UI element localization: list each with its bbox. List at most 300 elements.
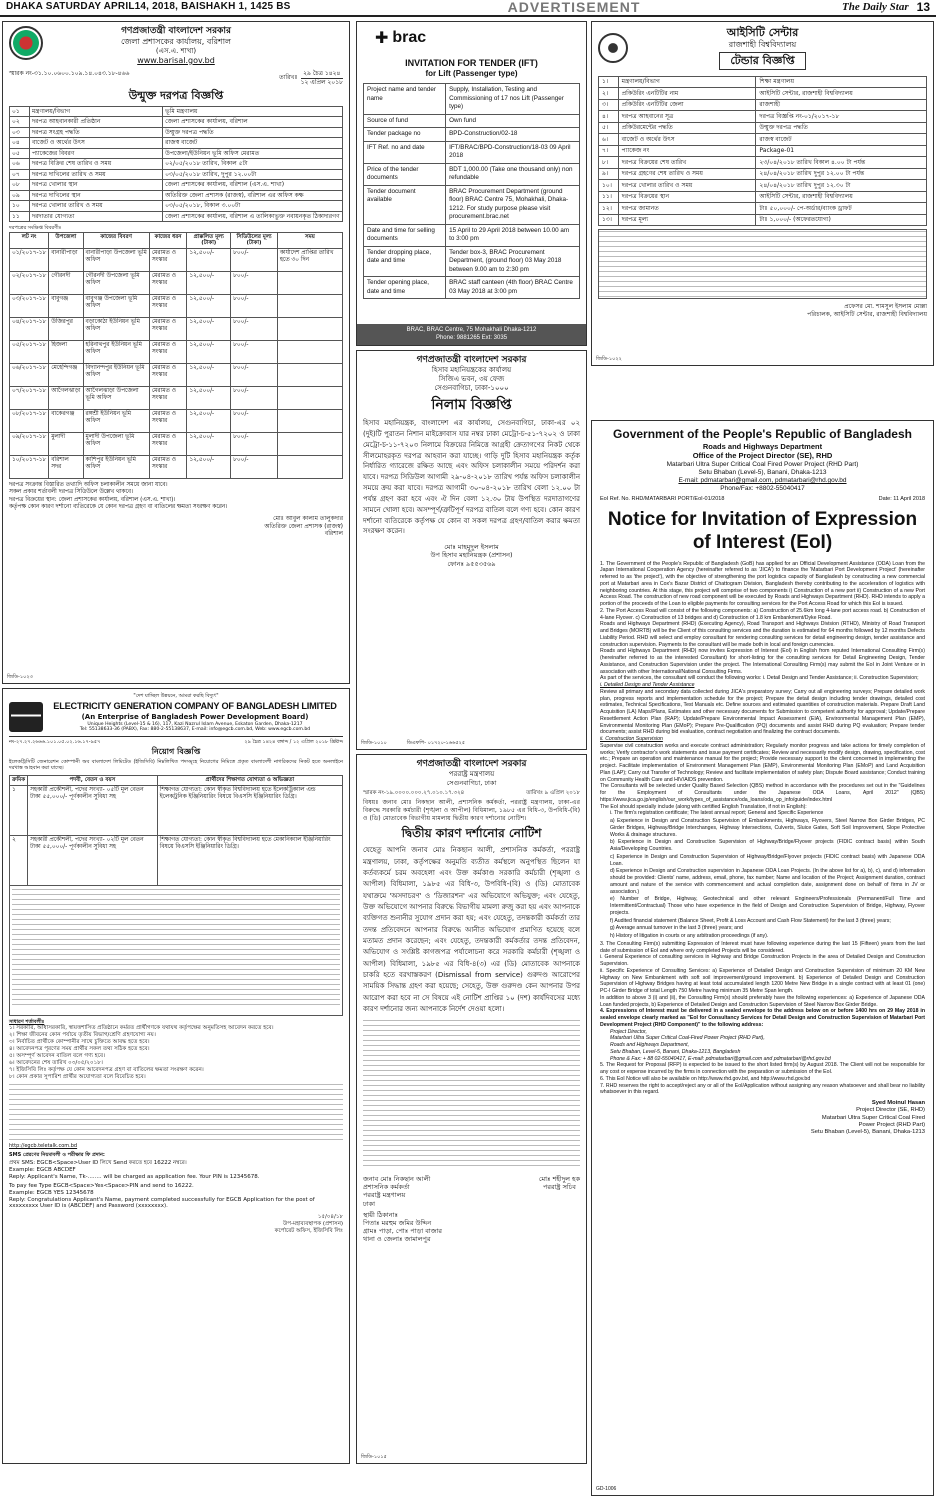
table-cell: ২ xyxy=(10,835,28,885)
barisal-info-table xyxy=(9,106,343,223)
table-cell: ৮০০/- xyxy=(231,456,278,479)
auction-code: জিডি-১০১০ xyxy=(361,739,387,746)
table-cell: ১০। xyxy=(599,180,619,192)
table-row xyxy=(599,88,927,100)
table-cell: ৮০০/- xyxy=(231,272,278,295)
barisal-signatory-place: বরিশাল xyxy=(324,530,343,538)
barisal-signatory: মোঃ আবুল কালাম তালুকদার xyxy=(273,515,343,523)
ict-title: আইসিটি সেন্টার xyxy=(726,26,799,39)
table-cell: ০৩/০৫/২০১৮, বিকাল ৩.০০টা xyxy=(163,201,343,212)
table-cell: ০৩ xyxy=(10,127,30,138)
table-cell: মুলাদী উপজেলা ভূমি অফিস xyxy=(83,433,149,456)
table-cell: বিদ্যানন্দপুর ইউনিয়ন ভূমি অফিস xyxy=(83,364,149,387)
column-header: ক্রমিক xyxy=(10,775,28,785)
list-item: ৩। নির্বাচিত প্রার্থীকে কোম্পানীর সাথে চুক্তিতে আবদ্ধ হতে হবে। xyxy=(9,1038,150,1045)
notice-place: সেগুনবাগিচা, ঢাকা xyxy=(446,779,497,787)
table-cell: ১২,৫০০/- xyxy=(187,272,231,295)
table-cell: দরদাতার যোগ্যতা xyxy=(29,211,162,222)
table-cell: ০৯ xyxy=(10,190,30,201)
rhd-dept: Roads and Highways Department xyxy=(702,442,823,451)
egcb-contact: Tel: 55138633-36 (PABX), Fax: 880-2-55138637, E-mail: info@egcb.com.bd, Web: www.egcb.com.bd xyxy=(79,727,311,733)
egcb-website-link[interactable]: http://egcb.teletalk.com.bd xyxy=(9,1142,78,1149)
university-seal-icon xyxy=(598,33,628,63)
table-cell: ১০ xyxy=(10,201,30,212)
table-cell: প্যাকেজের বিবরণ xyxy=(29,148,162,159)
rhd-para-7: The EoI should specially include (along with certified English Translation, if not in English): xyxy=(600,803,807,810)
table-cell: ০৯/২০১৭-১৮ xyxy=(10,433,49,456)
table-cell: ভূমি মন্ত্রণালয় xyxy=(163,106,343,117)
notice-memo: স্মারক নং-১৯.০০০০.০০০.২৭.০১০.১৭.৩২৪ xyxy=(363,790,465,797)
notice-body: যেহেতু আপনি জনাব মোঃ নিকছান আলী, প্রশাসনিক কর্মকর্তা, পররাষ্ট্র মন্ত্রণালয়, ঢাকা, কর্তৃপক্ষের অনুমতি ব্যতীত কর্মস্থলে অনুপস্থিত ছিলেন যা কর্তব্যকর্মে চরম অবহেলা এবং উক্ত কর্মকাণ্ড সরকারি কর্মচারী (শৃঙ্খলা ও আপীল) বিধিমালা, ১৯৮৫ এর বিধি-৩, উপবিধি-(বি) ও (ডি) মোতাবেক যথাক্রমে 'অসদাচরণ' ও 'ডিজারশন' এর অভিযোগে অভিযুক্ত; এবং যেহেতু, উক্ত অভিযোগে আপনার বিরুদ্ধে বিভাগীয় মামলা রুজু করা হয় এবং আপনাকে ব্যক্তিগত শুনানীর সুযোগ প্রদান করা হয়; এবং যেহেতু, তদন্তকারী কর্মকর্তা তার তদন্ত প্রতিবেদনে আপনার বিরুদ্ধে আনীত অভিযোগ প্রমাণিত হয়েছে বলে মতামত প্রদান করেছেন; এবং যেহেতু, তদন্তকারী কর্মকর্তার তদন্ত প্রতিবেদন, অভিযোগ ও সংশ্লিষ্ট কাগজপত্র পর্যালোচনা করে সরকারি কর্মচারী (শৃঙ্খলা ও আপীল) বিধিমালা, ১৯৮৫ এর বিধি-৪(৩) এর (ডি) মোতাবেক আপনাকে চাকরি হতে বরখাস্তকরণ (Dismissal from service) গুরুদণ্ড আরোপের সাময়িক সিদ্ধান্ত গ্রহণ করা হয়েছে; সেহেতু, উক্ত গুরুদণ্ড কেন আপনার উপর আরোপ করা হবে না সে বিষয়ে এই নোটিশ প্রাপ্তির ১০ (দশ) কার্যদিবসের মধ্যে কারণ দর্শানোর জন্য আপনাকে নির্দেশ দেওয়া হলো। xyxy=(363,846,580,1013)
table-cell: ৮০০/- xyxy=(231,341,278,364)
rhd-para-11: In addition to above 3 (i) and (ii), the Consulting Firm(s) should preferably have the following experiences: a) Experience of Japanese ODA Loan funded projects, b) Experience of Detailed Design and Construction Supervision of Steel Narrow Box Girder Bridge. xyxy=(600,994,925,1008)
table-cell: ০১/২০১৭-১৮ xyxy=(10,249,49,272)
notice-code: জিডি-১০১৫ xyxy=(361,1453,387,1460)
brac-title: INVITATION FOR TENDER (IFT) xyxy=(405,58,538,68)
table-cell xyxy=(277,341,342,364)
column-header: সিডিউলের মূল্য (টাকা) xyxy=(231,232,278,249)
table-cell: মুলাদী xyxy=(49,433,83,456)
table-cell: দরপত্র আহবানকারী প্রতিষ্ঠান xyxy=(29,117,162,128)
table-cell: ১২,৫০০/- xyxy=(187,318,231,341)
notice-date: তারিখঃ ৯ এপ্রিল ২০১৮ xyxy=(526,790,580,797)
table-header-row xyxy=(10,775,343,785)
auction-signatory: মোঃ মাহমুদুল ইসলাম xyxy=(444,543,499,552)
table-cell: দরপত্র দাখিলের স্থান xyxy=(29,190,162,201)
rhd-submission-address xyxy=(600,1029,925,1063)
table-row xyxy=(599,191,927,203)
table-cell: প্যাকেজ নং xyxy=(618,145,756,157)
barisal-code: জিডি-১০২৩ xyxy=(7,673,33,680)
egcb-enterprise: (An Enterprise of Bangladesh Power Development Board) xyxy=(81,712,309,721)
table-row xyxy=(599,145,927,157)
rhd-para-2: 2. The Port Access Road will consist of the following components: a) Construction of 25.6km long 4-lane port access road. b) Construction of 4-lane Flyover. c) Construction of 13 bridges and d) Construction of 1.8 km Embankment/Dyke Road. xyxy=(600,607,925,621)
table-cell: ০৭/২০১৭-১৮ xyxy=(10,387,49,410)
table-cell: প্রকিউরমেন্টের পদ্ধতি xyxy=(618,122,756,134)
table-row xyxy=(364,84,580,115)
table-cell: ৮০০/- xyxy=(231,318,278,341)
table-cell: প্রকিউরিং এনটিটির জেলা xyxy=(618,99,756,111)
table-cell: উজিরপুর xyxy=(49,318,83,341)
ict-heading: টেন্ডার বিজ্ঞপ্তি xyxy=(719,52,805,70)
barisal-lot-table xyxy=(9,232,343,480)
table-row xyxy=(599,157,927,169)
table-cell: IFT Ref. no and date xyxy=(364,141,446,163)
table-row xyxy=(599,168,927,180)
rhd-section-2: ii. Construction Supervision xyxy=(600,736,663,743)
table-row xyxy=(10,364,343,387)
table-row xyxy=(364,277,580,299)
list-item: d) Experience in Design and Construction supervision in Japanese ODA Loan Projects. (In the above list for a), b), c), and d) information should be provided: Clients' name, address, email, phone, fax number; Name and location of the Project; Assignment duration, contract amount and nature of the service with commencement and actual completion date, assignment done on behalf of firms in JV or association.) xyxy=(610,868,925,895)
barisal-gov-title: গণপ্রজাতন্ত্রী বাংলাদেশ সরকার xyxy=(121,26,231,36)
notice-to-name: জনাব মোঃ নিকছান আলী xyxy=(363,1175,431,1184)
list-item: c) Experience in Design and Construction Supervision of Highway/Bridge/Flyover projects (FIDIC contract basis) with Japanese ODA Loan. xyxy=(610,853,925,867)
column-header: কাজের বিবরণ xyxy=(83,232,149,249)
show-cause-notice-ad xyxy=(356,754,587,1464)
table-cell: ০৭ xyxy=(10,169,30,180)
notice-signatory: মোঃ শহীদুল হক xyxy=(538,1175,580,1184)
table-cell: সহকারী প্রকৌশলী, পদের সংখ্যা- ০৫টি মূল বেতন টাকা ৫৫,০০০/- পূর্ণকালীন সুবিধা সহ xyxy=(28,785,158,835)
table-cell: রঙ্গশ্রী ইউনিয়ন ভূমি অফিস xyxy=(83,410,149,433)
table-row xyxy=(10,295,343,318)
table-row xyxy=(599,111,927,123)
table-cell: টাঃ ৫০,০০০/- পে-অর্ডার/ব্যাংক ড্রাফট xyxy=(756,203,927,215)
table-cell: মেরামত ও সংস্কার xyxy=(149,410,187,433)
table-cell: বরিশাল সদর xyxy=(49,456,83,479)
table-cell: BDT 1,000.00 (Take one thousand only) non refundable xyxy=(446,163,580,185)
table-header-row xyxy=(10,232,343,249)
table-cell: দরপত্র দাখিলের তারিখ ও সময় xyxy=(29,169,162,180)
table-cell: টাঃ ১,০০০/- (অফেরতযোগ্য) xyxy=(756,214,927,226)
list-item: ২। শিক্ষা জীবনের কোন পর্যায়ে তৃতীয় বিভাগ/শ্রেণি গ্রহণযোগ্য নয়। xyxy=(9,1031,156,1038)
rhd-section-1-body: Review all primary and secondary data collected during JICA's preparatory survey; Carry out all engineering surveys; Prepare detailed work plan, progress reports and implementation schedule for the project; Prepare the detail design including tender drawings, detailed cost estimates, Technical Specifications, Test Manuals etc. Define sources and estimated quantities of construction materials. Prepare Draft Land Acquisition (LA) Maps/Plans, Estimates and other necessary documents for Submission to competent authority for approval; Update/Prepare Resettlement Action Plan (RAP); Update/Prepare Environmental Impact Assessment (EIA), Environmental Management Plan (EMP), Environmental Monitoring Plan (EMoP); Prepare Pre-Qualification (PQ) documents and assist RHD during PQ evaluation; Prepare tender documents; assist RHD during bid evaluation, contract negotiation and finalizing the contract documents. xyxy=(600,688,925,736)
table-cell xyxy=(277,387,342,410)
table-row xyxy=(10,341,343,364)
table-cell: প্রকিউরিং এনটিটির নাম xyxy=(618,88,756,100)
auction-heading: নিলাম বিজ্ঞপ্তি xyxy=(431,396,512,413)
table-row xyxy=(599,99,927,111)
ict-university: রাজশাহী বিশ্ববিদ্যালয় xyxy=(728,39,797,49)
egcb-general-list xyxy=(9,1025,343,1081)
table-row xyxy=(10,159,343,170)
table-cell: Tender box-3, BRAC Procurement Department, (ground floor) 03 May 2018 between 9.00 am to 2:30 pm xyxy=(446,246,580,277)
list-item: h) History of litigation in courts or any arbitration proceedings (if any). xyxy=(610,933,769,940)
table-cell: বাবুগঞ্জ উপজেলা ভূমি অফিস xyxy=(83,295,149,318)
table-cell: মেরামত ও সংস্কার xyxy=(149,387,187,410)
rhd-para-8: 3. The Consulting Firm(s) submitting Expression of Interest must have following experience during the last 15 (Fifteen) years from the last date of submission of EoI and where only completed Projects will be considered. xyxy=(600,940,925,954)
list-item: Project Director, xyxy=(610,1028,647,1035)
table-cell: ০৫/২০১৭-১৮ xyxy=(10,341,49,364)
auction-phone: ফোনঃ ৯৫৫৩৫৬৯ xyxy=(447,559,496,568)
table-cell: মেরামত ও সংস্কার xyxy=(149,318,187,341)
table-row xyxy=(599,76,927,88)
rhd-requirements-list xyxy=(600,810,925,940)
rhd-body xyxy=(600,561,925,1097)
egcb-sign-office: কর্পোরেট অফিস, ইজিসিবি লিঃ xyxy=(274,1228,343,1235)
table-cell: বড়াকোঠা ইউনিয়ন ভূমি অফিস xyxy=(83,318,149,341)
notice-ministry: পররাষ্ট্র মন্ত্রণালয় xyxy=(448,770,495,779)
rhd-address: Setu Bhaban (Level-5), Banani, Dhaka-1213 xyxy=(698,468,827,476)
brac-logo-text: brac xyxy=(392,29,427,46)
table-cell: ১১ xyxy=(10,211,30,222)
table-cell: মেরামত ও সংস্কার xyxy=(149,433,187,456)
table-cell: ০১ xyxy=(10,106,30,117)
table-cell: দরপত্র বিক্রয়ের শেষ তারিখ xyxy=(618,157,756,169)
barisal-notes xyxy=(9,482,343,511)
table-cell: Tender package no xyxy=(364,128,446,142)
table-row xyxy=(10,272,343,295)
table-cell: বাজেট ও অর্থের উৎস xyxy=(29,138,162,149)
table-row xyxy=(599,203,927,215)
table-cell: ৩। xyxy=(599,99,619,111)
rhd-para-12: 4. Expressions of Interest must be delivered in a sealed envelope to the address below on or before 1400 hrs on 29 May 2018 in sealed envelope clearly marked as "EoI for Consultancy Services for Detail Design and Construction Supervision of Matarbari Port Development Project (RHD Component)" to the following address: xyxy=(600,1008,925,1028)
brac-footer-address: BRAC, BRAC Centre, 75 Mohakhali Dhaka-1212 xyxy=(406,327,537,333)
notice-subject: বিষয়ঃ জনাব মোঃ নিকছান আলী, প্রশাসনিক কর্মকর্তা, পররাষ্ট্র মন্ত্রণালয়, ঢাকা-এর বিরুদ্ধে সরকারি কর্মচারী (শৃঙ্খলা ও আপীল) বিধিমালা, ১৯৮৫ এর বিধি-৩, উপবিধি-(বি) ও (ডি) মোতাবেক বিভাগীয় মামলায় দ্বিতীয় কারণ দর্শানোর নোটিশ। xyxy=(363,799,580,822)
table-cell: রাজস্ব বাজেট xyxy=(756,134,927,146)
table-cell: ১২,৫০০/- xyxy=(187,456,231,479)
table-cell xyxy=(277,318,342,341)
barisal-office: জেলা প্রশাসকের কার্যালয়, বরিশাল xyxy=(120,37,232,47)
list-item: সকল প্রকার শর্তাবলী দরপত্র সিডিউলে উল্লেখ থাকবে। xyxy=(9,489,134,496)
column-header: সময় xyxy=(277,232,342,249)
table-row xyxy=(364,185,580,224)
table-row xyxy=(599,180,927,192)
barisal-date-label: তারিখঃ xyxy=(279,74,298,82)
list-item: Phone & Fax: + 88 02-55040417, E-mail: pdmatarbari@gmail.com and pdmatarbari@rhd.gov.bd xyxy=(610,1055,831,1062)
list-item: Matarbari Ultra Super Critical Coal-Fired Power Project (RHD Part), xyxy=(610,1035,765,1042)
table-cell: বাজেট ও অর্থের উৎস xyxy=(618,134,756,146)
list-item: দরপত্র বিক্রয়ের স্থান: জেলা প্রশাসকের কার্যালয়, বরিশাল (এস.এ. শাখা)। xyxy=(9,496,176,503)
brac-footer-phone: Phone: 9881265 Ext: 3035 xyxy=(435,334,508,341)
notice-to-city: ঢাকা xyxy=(363,1199,375,1208)
table-cell: মন্ত্রণালয়/বিভাগ xyxy=(618,76,756,88)
barisal-date-english: ১২ এপ্রিল ২০১৮ xyxy=(300,78,343,86)
table-cell: বানারীপাড়া উপজেলা ভূমি অফিস xyxy=(83,249,149,272)
table-cell: গৌরনদী xyxy=(49,272,83,295)
table-cell: বাবুগঞ্জ xyxy=(49,295,83,318)
column-header: উপজেলা xyxy=(49,232,83,249)
rhd-sign-4: Setu Bhaban (Level-5), Banani, Dhaka-1213 xyxy=(810,1129,925,1136)
table-cell: ১। xyxy=(599,76,619,88)
list-item: ৪। আবেদনপত্র পূরণের সময় প্রার্থীর সকল তথ্য সঠিক হতে হবে। xyxy=(9,1045,150,1052)
barisal-subheading: দরপত্রের সংক্ষিপ্ত বিবরণীঃ xyxy=(9,225,62,232)
egcb-logo-icon xyxy=(9,702,43,732)
list-item: ১। সরকারি, আধাসরকারি, স্বায়ত্তশাসিত প্রতিষ্ঠানে কর্মরত প্রার্থীগণকে যথাযথ কর্তৃপক্ষের অনুমতিসহ আবেদন করতে হবে। xyxy=(9,1024,274,1031)
table-cell: ৮০০/- xyxy=(231,295,278,318)
ict-code: জিডি-১০২২ xyxy=(596,355,622,362)
rhd-phone: Phone/Fax: +8802-55040417 xyxy=(720,485,805,493)
table-cell: দরপত্র খোলার তারিখ ও সময় xyxy=(29,201,162,212)
table-cell: ২৪/০৪/২০১৮ তারিখ দুপুর ১২.৩০ টা xyxy=(756,180,927,192)
table-cell: দরপত্র বিক্রির শেষ তারিখ ও সময় xyxy=(29,159,162,170)
list-item: ৫। অসম্পূর্ণ আবেদন বাতিল বলে গণ্য হবে। xyxy=(9,1052,106,1059)
table-cell: ৮০০/- xyxy=(231,433,278,456)
table-cell: কাশিপুর ইউনিয়ন ভূমি অফিস xyxy=(83,456,149,479)
table-row xyxy=(364,224,580,246)
table-row xyxy=(10,201,343,212)
rhd-office: Office of the Project Director (SE), RHD xyxy=(692,451,833,461)
table-cell: দরপত্র বিজ্ঞপ্তি নং-০১/২০১৭-১৮ xyxy=(756,111,927,123)
table-cell: ১২,৫০০/- xyxy=(187,364,231,387)
table-cell: দরপত্র বিক্রয়ের স্থান xyxy=(618,191,756,203)
table-cell: ৮০০/- xyxy=(231,387,278,410)
table-row xyxy=(10,138,343,149)
rhd-sign-3: Power Project (RHD Part) xyxy=(858,1121,925,1128)
barisal-website-link[interactable]: www.barisal.gov.bd xyxy=(137,56,215,65)
list-item: Setu Bhaban, Level-5, Banani, Dhaka-1213, Bangladesh xyxy=(610,1048,741,1055)
rhd-para-4: Roads and Highways Department (RHD) now invites Expression of Interest (EoI) in English from reputed International Consulting Firm(s) (hereinafter referred to as the interested Consultant) for short-listing for the consulting services for Detail Engineering Design, Tender Assistance, and Construction Supervision under the project. The International Consulting Firm(s) may submit the EoI in Joint Venture or in association with other International/National Consulting Firms. xyxy=(600,648,925,675)
auction-address: সেগুনবাগিচা, ঢাকা-১০০০ xyxy=(434,383,509,392)
table-row xyxy=(10,410,343,433)
egcb-sms-reply2: Reply: Congratulations Applicant's Name, payment completed successfully for EGCB Application for the post of xxxxxxxxx User ID is (ABCDEF) and Password (xxxxxxxx). xyxy=(9,1196,315,1210)
table-cell: Package-01 xyxy=(756,145,927,157)
table-cell: ৯। xyxy=(599,168,619,180)
table-cell: শিক্ষাগত যোগ্যতা: কোন স্বীকৃত বিশ্ববিদ্যালয় হতে ইলেকট্রিক্যাল এন্ড ইলেকট্রনিক ইঞ্জিনিয়ারিং বিষয়ে বিএসসি ইঞ্জিনিয়ারিং ডিগ্রি। xyxy=(157,785,342,835)
auction-dfp: ডিএফপি- ০১৭২০-১৬৬৫২৫ xyxy=(406,739,466,746)
table-row xyxy=(599,122,927,134)
table-cell: আইসিটি সেন্টার, রাজশাহী বিশ্ববিদ্যালয় xyxy=(756,88,927,100)
ict-signatory: প্রফেসর মো. শামসুল ইসলাম মোল্লা xyxy=(844,303,927,310)
table-cell: রাজশাহী xyxy=(756,99,927,111)
egcb-tagline: "দেশ যাচ্ছিল উন্নয়নে, আমরা করছি বিদ্যুৎ" xyxy=(133,693,219,699)
egcb-sms-example2: Example: EGCB YES 12345678 xyxy=(9,1189,94,1196)
table-cell: BPD-Construction/02-18 xyxy=(446,128,580,142)
egcb-recruitment-ad xyxy=(2,688,350,1464)
table-cell: ৭। xyxy=(599,145,619,157)
egcb-table-extra xyxy=(9,886,343,1016)
barisal-memo: স্মারক নং-৩১.১০.০৬০০.১০৯.১৪.০৪৩.১৮-৪৬৬ xyxy=(9,70,130,77)
table-cell: মেরামত ও সংস্কার xyxy=(149,456,187,479)
table-cell: হিজলা xyxy=(49,341,83,364)
rhd-email[interactable]: E-mail: pdmatarbari@gmail.com, pdmatarbari@rhd.gov.bd xyxy=(678,477,847,484)
rhd-heading: Notice for Invitation of Expression of Interest (EoI) xyxy=(607,509,918,553)
list-item: ৬। আবেদনের শেষ তারিখ ০৩/০৫/২০১৮। xyxy=(9,1059,103,1066)
table-cell: আগৈলঝাড়া উপজেলা ভূমি অফিস xyxy=(83,387,149,410)
table-cell: ৮০০/- xyxy=(231,249,278,272)
list-item: f) Audited financial statement (Balance Sheet, Profit & Loss Account and Cash Flow Statement) for the last 3 (three) years; xyxy=(610,917,891,924)
brac-logo-icon: ✚ xyxy=(375,28,389,47)
table-cell: জেলা প্রশাসকের কার্যালয়, বরিশাল xyxy=(163,117,343,128)
table-cell: দরপত্র খোলার তারিখ ও সময় xyxy=(618,180,756,192)
table-cell: সহকারী প্রকৌশলী, পদের সংখ্যা- ০২টি মূল বেতন টাকা ৫৫,০০০/- পূর্ণকালীন সুবিধা সহ xyxy=(28,835,158,885)
table-cell: ০৪/২০১৭-১৮ xyxy=(10,318,49,341)
table-cell: ০২ xyxy=(10,117,30,128)
table-cell: ০৩/২০১৭-১৮ xyxy=(10,295,49,318)
table-row xyxy=(10,433,343,456)
table-cell: ০৪ xyxy=(10,138,30,149)
table-cell: ০২/০৫/২০১৮ তারিখ, বিকাল ৫টা xyxy=(163,159,343,170)
rhd-project: Matarbari Ultra Super Critical Coal Fired Power Project (RHD Part) xyxy=(666,460,859,468)
list-item: i. The firm's registration certificate; The latest annual report; General and Specific Experience xyxy=(610,810,824,817)
table-cell: অতিরিক্ত জেলা প্রশাসক (রাজস্ব), বরিশাল এর অফিস কক্ষ xyxy=(163,190,343,201)
table-cell: জেলা প্রশাসকের কার্যালয়, বরিশাল এ তালিকাভুক্ত নবায়নকৃত ঠিকাদারগণ xyxy=(163,211,343,222)
column-header: কাজের ধরন xyxy=(149,232,187,249)
table-row xyxy=(10,456,343,479)
table-cell: কার্যাদেশ প্রাপ্তির তারিখ হতে ৩০ দিন xyxy=(277,249,342,272)
table-row xyxy=(10,211,343,222)
page-number: 13 xyxy=(916,0,930,14)
brac-tender-table xyxy=(363,83,580,299)
table-cell: ০৫ xyxy=(10,148,30,159)
table-cell: রাজস্ব বাজেট xyxy=(163,138,343,149)
egcb-address: Unique Heights (Level-15 & 16), 117, Kazi Nazrul Islam Avenue, Eskaton Garden, Dhaka-1217 xyxy=(87,721,303,727)
table-cell: মেরামত ও সংস্কার xyxy=(149,364,187,387)
egcb-heading: নিয়োগ বিজ্ঞপ্তি xyxy=(151,747,201,757)
table-cell: গৌরনদী উপজেলা ভূমি অফিস xyxy=(83,272,149,295)
table-cell: দরপত্র জামানত xyxy=(618,203,756,215)
notice-to-title: প্রশাসনিক কর্মকর্তা xyxy=(363,1183,410,1192)
table-cell: বাকেরগঞ্জ xyxy=(49,410,83,433)
rhd-signatory: Syed Moinul Hasan xyxy=(871,1100,925,1107)
egcb-sms-step1: প্রথম SMS: EGCB<Space>User ID লিখে Send করতে হবে 16222 নম্বরে। xyxy=(9,1160,187,1167)
egcb-post-table xyxy=(9,775,343,886)
table-cell: ৫। xyxy=(599,122,619,134)
table-cell: ১২,৫০০/- xyxy=(187,410,231,433)
table-cell xyxy=(277,410,342,433)
column-header: লট নং xyxy=(10,232,49,249)
egcb-date: ২৯ চৈত্র ১৪২৪ বঙ্গাব্দ / ১২ এপ্রিল ২০১৮ খ্রিষ্টাব্দ xyxy=(244,738,343,745)
table-cell: ০৮ xyxy=(10,180,30,191)
table-cell xyxy=(277,433,342,456)
notice-to-ministry: পররাষ্ট্র মন্ত্রণালয় xyxy=(363,1191,406,1200)
brac-tender-ad xyxy=(356,21,587,346)
barisal-branch: (এস.এ. শাখা) xyxy=(155,47,197,56)
table-cell: 15 April to 29 April 2018 between 10.00 am to 3:00 pm xyxy=(446,224,580,246)
table-row xyxy=(10,835,343,885)
table-cell: ১ xyxy=(10,785,28,835)
newspaper-logo: The Daily Star xyxy=(842,0,909,13)
list-item: g) Average annual turnover in the last 3 (three) years; and xyxy=(610,925,743,932)
ict-tender-ad xyxy=(591,21,934,366)
list-item: কর্তৃপক্ষ কোন কারণ দর্শানো ব্যতিরেকে যে কোন দরপত্র গ্রহণ বা বাতিলের ক্ষমতা সংরক্ষণ করেন। xyxy=(9,503,228,510)
rhd-para-5: As part of the services, the consultant will conduct the following works: i. Detail Design and Tender Assistance; ii. Construction Supervision; xyxy=(600,675,919,682)
auction-gov: গণপ্রজাতন্ত্রী বাংলাদেশ সরকার xyxy=(416,355,527,365)
egcb-sms-reply1: Reply: Applicant's Name, Tk-........ will be charged as application fee. Your PIN is 12345678. xyxy=(9,1173,260,1180)
table-cell: মেরামত ও সংস্কার xyxy=(149,341,187,364)
list-item: b) Experience in Design and Construction Supervision of Highway/Bridge/Flyover projects (FIDIC contract basis) within South Asia/Developing Countries. xyxy=(610,839,925,853)
table-cell: IFT/BRAC/BPD-Construction/18-03 09 April 2018 xyxy=(446,141,580,163)
egcb-general-label: সাধারণ শর্তাবলীঃ xyxy=(9,1018,45,1025)
brac-subtitle: for Lift (Passenger type) xyxy=(425,69,518,79)
table-cell: বানারীপাড়া xyxy=(49,249,83,272)
table-cell: ১১। xyxy=(599,191,619,203)
table-row xyxy=(10,169,343,180)
table-cell: মন্ত্রণালয়/বিভাগ xyxy=(29,106,162,117)
table-cell: Project name and tender name xyxy=(364,84,446,115)
egcb-intro: ইলেকট্রিসিটি জেনারেশন কোম্পানী অব বাংলাদেশ লিমিটেড (ইজিসিবি) নিম্নলিখিত পদসমূহে নিয়োগের নিমিত্তে প্রকৃত বাংলাদেশী নাগরিকদের নিকট হতে অনলাইনে দরখাস্ত আহবান করা যাচ্ছে। xyxy=(9,759,343,772)
table-cell: BRAC Procurement Department (ground floor) BRAC Centre 75, Mohakhali, Dhaka-1212. For study purpose please visit procurement.brac.net xyxy=(446,185,580,224)
column-header: প্রাক্কলিত মূল্য (টাকা) xyxy=(187,232,231,249)
table-cell: শিক্ষাগত যোগ্যতা: কোন স্বীকৃত বিশ্ববিদ্যালয় হতে মেকানিক্যাল ইঞ্জিনিয়ারিং বিষয়ে বিএসসি ইঞ্জিনিয়ারিং ডিগ্রি। xyxy=(157,835,342,885)
table-cell: মেরামত ও সংস্কার xyxy=(149,249,187,272)
rhd-section-2-body: Supervise civil construction works and execute contract administration; Regularly monitor progress and take actions for timely completion of works; Verify contractor's work statements and issue payment certificates; Review and necessarily modify design, drawing, specification, cost etc.; Prepare an operation and maintenance manual for the project; Provide necessary support to the client concerned in implementing the project. Facilitate implementation of Environment Management Plan (EMP), Environmental Monitoring Plan (EMoP) and Land Acquisition Plan (LAP); Carry out Transfer of Technology; Review and facilitate implementation of safety plan; Dispute Board assistance; Conduct training on Community Health Care and HIV/AIDS prevention. xyxy=(600,742,925,783)
table-row xyxy=(599,134,927,146)
table-cell: ১২,৫০০/- xyxy=(187,433,231,456)
table-cell: হরিনাথপুর ইউনিয়ন ভূমি অফিস xyxy=(83,341,149,364)
table-cell xyxy=(277,295,342,318)
table-row xyxy=(10,190,343,201)
rhd-date: Date: 11 April 2018 xyxy=(878,496,925,503)
table-cell: ২। xyxy=(599,88,619,100)
table-row xyxy=(364,114,580,128)
table-cell: Tender opening place, date and time xyxy=(364,277,446,299)
table-cell: ৮০০/- xyxy=(231,410,278,433)
ict-signatory-title: পরিচালক, আইসিটি সেন্টার, রাজশাহী বিশ্ববিদ্যালয় xyxy=(807,310,927,318)
rhd-para-15: 7. RHD reserves the right to accept/reject any or all of the EoI/Application without assigning any reason whatsoever and shall bear no liability whatsoever in this regard. xyxy=(600,1082,925,1096)
rhd-section-1: i. Detailed Design and Tender Assistance xyxy=(600,682,695,689)
table-cell: দরপত্র আহবানের সূত্র xyxy=(618,111,756,123)
list-item: ৮। কোন প্রকার সুপারিশ প্রার্থীর অযোগ্যতা বলে বিবেচিত হবে। xyxy=(9,1073,146,1080)
notice-address-2: গ্রামঃ পাড়া, পোঃ পাড়া বাজার xyxy=(363,1226,442,1235)
auction-bhaban: সিজিএ ভবন, ৩য় ফেজ xyxy=(438,375,505,383)
brac-footer xyxy=(357,324,586,345)
table-cell: আগৈলঝাড়া xyxy=(49,387,83,410)
egcb-sign-title: উপ-মহাব্যবস্থাপক (প্রশাসন) xyxy=(283,1221,343,1228)
egcb-sign-date: ১৫/০৪/১৮ xyxy=(317,1214,343,1221)
rhd-para-9: i. General Experience of consulting services in Highway and Bridge Construction Projects in the area of Detailed Design and Construction Supervision. xyxy=(600,954,925,968)
barisal-heading: উন্মুক্ত দরপত্র বিজ্ঞপ্তি xyxy=(128,89,224,102)
notice-address-label: স্থায়ী ঠিকানাঃ xyxy=(363,1210,398,1219)
auction-notice-ad xyxy=(356,350,587,750)
table-cell: উপজেলা/ইউনিয়ন ভূমি অফিস মেরামত xyxy=(163,148,343,159)
table-cell: দরপত্র মূল্য xyxy=(618,214,756,226)
table-row xyxy=(364,246,580,277)
rhd-code: GD-1006 xyxy=(596,1485,617,1492)
rhd-para-6: The Consultants will be selected under Quality Based Selection (QBS) method in accordance with the procedures set out in the "Guidelines for the Employment of Consultants under the Japanese ODA Loans, April 2012" (QBS) https://www.jica.go.jp/english/our_work/types_of_assistance/oda_loans/oda_op_info/guide/index.html xyxy=(600,783,925,803)
notice-signatory-title: পররাষ্ট্র সচিব xyxy=(542,1183,576,1192)
table-cell xyxy=(277,272,342,295)
rhd-eoi-ad xyxy=(591,420,934,1496)
